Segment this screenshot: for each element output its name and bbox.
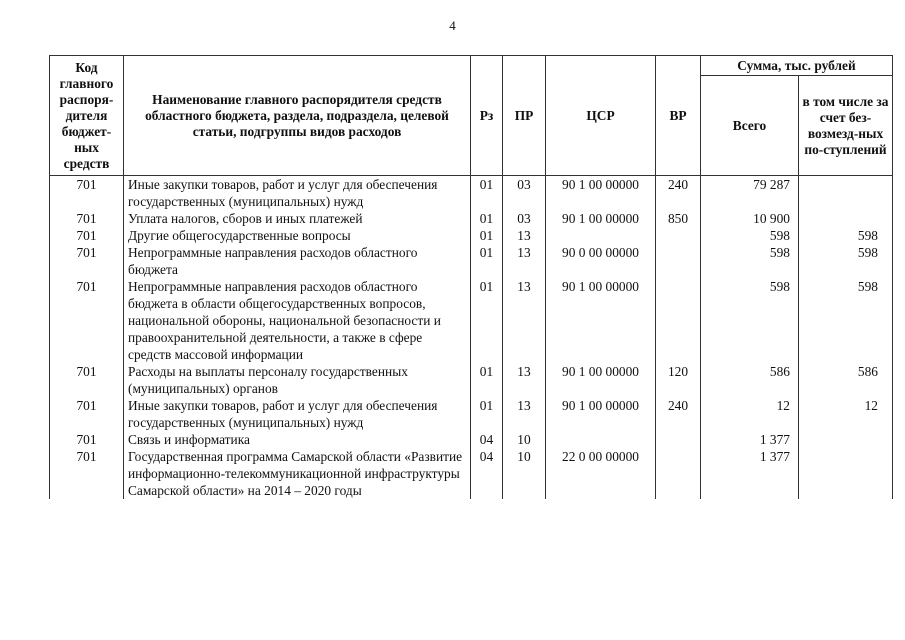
cell-vr: [656, 227, 701, 244]
table-row: [50, 210, 893, 227]
header-code: Код главного распоря-дителя бюджет-ных средств: [50, 56, 124, 176]
table-row: [50, 244, 893, 278]
cell-csr: 90 0 00 00000: [546, 244, 656, 278]
cell-vr: [656, 244, 701, 278]
header-total: Всего: [701, 76, 799, 176]
cell-free: 586: [799, 363, 893, 397]
cell-vr: [656, 278, 701, 363]
header-csr: ЦСР: [546, 56, 656, 176]
cell-code: 701: [50, 431, 124, 448]
cell-rz: 01: [471, 397, 503, 431]
cell-name: Уплата налогов, сборов и иных платежей: [124, 210, 471, 227]
cell-csr: 90 1 00 00000: [546, 363, 656, 397]
cell-pr: 03: [503, 210, 546, 227]
cell-rz: 01: [471, 210, 503, 227]
header-pr: ПР: [503, 56, 546, 176]
cell-total: 598: [701, 227, 799, 244]
cell-free: [799, 448, 893, 499]
cell-rz: 01: [471, 227, 503, 244]
cell-code: 701: [50, 278, 124, 363]
table-row: [50, 397, 893, 431]
cell-free: [799, 176, 893, 211]
budget-table: [49, 55, 893, 499]
cell-code: 701: [50, 210, 124, 227]
cell-total: 598: [701, 244, 799, 278]
cell-total: 1 377: [701, 431, 799, 448]
cell-name: Связь и информатика: [124, 431, 471, 448]
table-row: [50, 431, 893, 448]
cell-free: 598: [799, 278, 893, 363]
cell-vr: 240: [656, 397, 701, 431]
cell-name: Иные закупки товаров, работ и услуг для обеспечения государственных (муниципальных) нужд: [124, 397, 471, 431]
cell-vr: [656, 431, 701, 448]
cell-total: 586: [701, 363, 799, 397]
cell-name: Другие общегосударственные вопросы: [124, 227, 471, 244]
cell-name: Государственная программа Самарской области «Развитие информационно-телекоммуникационной инфраструктуры Самарской области» на 2014 – 2020 годы: [124, 448, 471, 499]
cell-name: Непрограммные направления расходов областного бюджета в области общегосударственных вопросов, национальной обороны, национальной безопасности и правоохранительной деятельности, а также в сфере средств массовой информации: [124, 278, 471, 363]
cell-csr: 90 1 00 00000: [546, 397, 656, 431]
cell-code: 701: [50, 176, 124, 211]
cell-free: [799, 431, 893, 448]
cell-total: 79 287: [701, 176, 799, 211]
cell-name: Иные закупки товаров, работ и услуг для обеспечения государственных (муниципальных) нужд: [124, 176, 471, 211]
cell-csr: 22 0 00 00000: [546, 448, 656, 499]
cell-total: 598: [701, 278, 799, 363]
cell-code: 701: [50, 227, 124, 244]
cell-csr: [546, 431, 656, 448]
cell-total: 1 377: [701, 448, 799, 499]
table-row: [50, 227, 893, 244]
cell-code: 701: [50, 363, 124, 397]
cell-name: Непрограммные направления расходов областного бюджета: [124, 244, 471, 278]
cell-rz: 04: [471, 448, 503, 499]
cell-code: 701: [50, 397, 124, 431]
cell-name: Расходы на выплаты персоналу государственных (муниципальных) органов: [124, 363, 471, 397]
table-row: [50, 363, 893, 397]
cell-free: 598: [799, 244, 893, 278]
cell-pr: 13: [503, 244, 546, 278]
cell-rz: 01: [471, 278, 503, 363]
cell-total: 12: [701, 397, 799, 431]
cell-rz: 04: [471, 431, 503, 448]
cell-pr: 13: [503, 278, 546, 363]
cell-free: [799, 210, 893, 227]
page-number: 4: [449, 18, 456, 33]
table-row: [50, 448, 893, 499]
header-free: в том числе за счет без-возмезд-ных по-ступлений: [799, 76, 893, 176]
cell-total: 10 900: [701, 210, 799, 227]
header-vr: ВР: [656, 56, 701, 176]
cell-csr: [546, 227, 656, 244]
cell-code: 701: [50, 244, 124, 278]
cell-vr: 240: [656, 176, 701, 211]
cell-vr: [656, 448, 701, 499]
cell-pr: 10: [503, 448, 546, 499]
cell-csr: 90 1 00 00000: [546, 210, 656, 227]
header-name: Наименование главного распорядителя средств областного бюджета, раздела, подраздела, целевой статьи, подгруппы видов расходов: [124, 56, 471, 176]
cell-vr: 850: [656, 210, 701, 227]
table-row: [50, 176, 893, 211]
cell-code: 701: [50, 448, 124, 499]
cell-rz: 01: [471, 244, 503, 278]
cell-pr: 13: [503, 397, 546, 431]
cell-csr: 90 1 00 00000: [546, 278, 656, 363]
cell-rz: 01: [471, 363, 503, 397]
cell-rz: 01: [471, 176, 503, 211]
cell-free: 12: [799, 397, 893, 431]
cell-pr: 10: [503, 431, 546, 448]
cell-pr: 13: [503, 363, 546, 397]
cell-csr: 90 1 00 00000: [546, 176, 656, 211]
header-rz: Рз: [471, 56, 503, 176]
cell-pr: 03: [503, 176, 546, 211]
header-sum: Сумма, тыс. рублей: [701, 56, 893, 76]
cell-vr: 120: [656, 363, 701, 397]
cell-pr: 13: [503, 227, 546, 244]
cell-free: 598: [799, 227, 893, 244]
table-row: [50, 278, 893, 363]
